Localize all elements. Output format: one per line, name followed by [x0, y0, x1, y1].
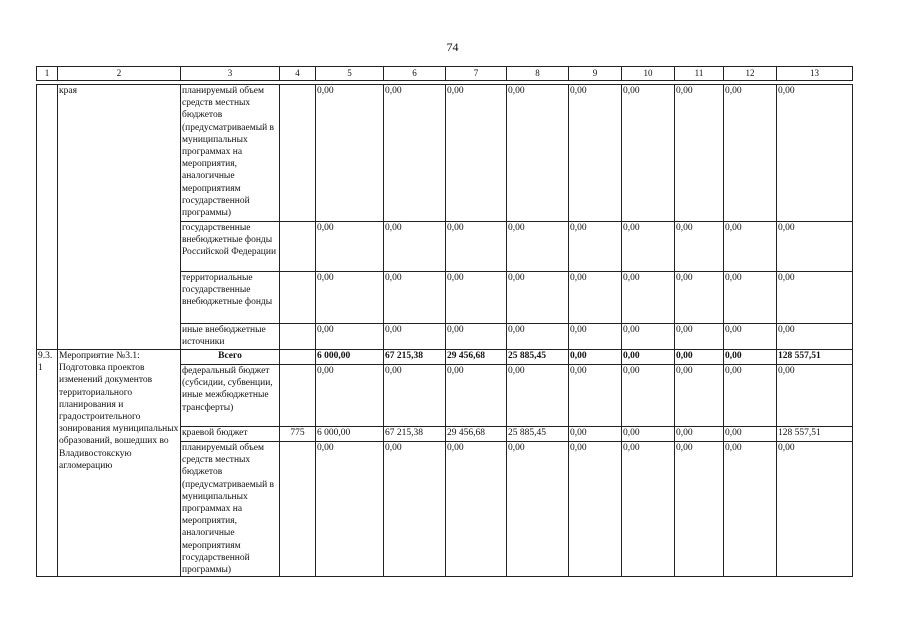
value-cell: 0,00	[316, 222, 384, 272]
value-cell: 0,00	[622, 427, 675, 442]
code-cell	[280, 350, 316, 365]
value-cell: 0,00	[384, 85, 446, 222]
value-cell: 0,00	[777, 222, 853, 272]
col-header: 1	[37, 67, 58, 81]
value-cell: 0,00	[724, 365, 777, 427]
value-cell: 0,00	[446, 272, 507, 324]
page-number: 74	[446, 40, 459, 54]
value-cell: 0,00	[507, 365, 569, 427]
value-cell: 0,00	[384, 222, 446, 272]
value-cell: 0,00	[622, 442, 675, 577]
value-cell: 0,00	[507, 222, 569, 272]
value-cell: 0,00	[316, 324, 384, 350]
value-cell: 0,00	[622, 324, 675, 350]
value-cell: 0,00	[507, 272, 569, 324]
value-cell: 0,00	[316, 85, 384, 222]
col-header: 4	[280, 67, 316, 81]
code-cell	[280, 324, 316, 350]
value-cell: 0,00	[507, 442, 569, 577]
funding-source-cell: Всего	[181, 350, 280, 365]
item-name-cell: Мероприятие №3.1: Подготовка проектов изменений документов территориального планирования и градостроительного зонирования муниципальных образований, вошедших во Владивостокскую агломерацию	[58, 350, 181, 577]
value-cell: 67 215,38	[384, 350, 446, 365]
value-cell: 0,00	[777, 272, 853, 324]
value-cell: 0,00	[622, 222, 675, 272]
value-cell: 0,00	[569, 442, 622, 577]
value-cell: 25 885,45	[507, 350, 569, 365]
value-cell: 0,00	[384, 272, 446, 324]
funding-source-cell: государственные внебюджетные фонды Российской Федерации	[181, 222, 280, 272]
value-cell: 0,00	[724, 427, 777, 442]
value-cell: 0,00	[507, 324, 569, 350]
funding-source-cell: иные внебюджетные источники	[181, 324, 280, 350]
col-header: 5	[316, 67, 384, 81]
table-row	[37, 85, 853, 222]
value-cell: 0,00	[675, 427, 724, 442]
value-cell: 0,00	[507, 85, 569, 222]
code-cell	[280, 272, 316, 324]
value-cell: 0,00	[384, 442, 446, 577]
col-header: 6	[384, 67, 446, 81]
value-cell: 0,00	[724, 324, 777, 350]
value-cell: 0,00	[384, 324, 446, 350]
value-cell: 0,00	[446, 85, 507, 222]
value-cell: 0,00	[622, 85, 675, 222]
value-cell: 0,00	[446, 222, 507, 272]
value-cell: 0,00	[675, 365, 724, 427]
col-header: 12	[724, 67, 777, 81]
row-number-cell	[37, 85, 58, 350]
value-cell: 29 456,68	[446, 427, 507, 442]
value-cell: 67 215,38	[384, 427, 446, 442]
value-cell: 0,00	[777, 85, 853, 222]
item-name-cell: края	[58, 85, 181, 350]
budget-table	[36, 66, 853, 577]
value-cell: 0,00	[675, 442, 724, 577]
value-cell: 0,00	[675, 350, 724, 365]
value-cell: 0,00	[316, 365, 384, 427]
value-cell: 0,00	[446, 324, 507, 350]
col-header: 2	[58, 67, 181, 81]
funding-source-cell: планируемый объем средств местных бюджетов (предусматриваемый в муниципальных программах на мероприятия, аналогичные мероприятиям государственной программы)	[181, 85, 280, 222]
value-cell: 0,00	[724, 350, 777, 365]
col-header: 10	[622, 67, 675, 81]
column-number-row	[37, 67, 853, 81]
value-cell: 0,00	[622, 350, 675, 365]
value-cell: 0,00	[569, 85, 622, 222]
value-cell: 0,00	[622, 365, 675, 427]
value-cell: 0,00	[724, 272, 777, 324]
value-cell: 0,00	[316, 442, 384, 577]
value-cell: 0,00	[569, 324, 622, 350]
value-cell: 0,00	[777, 365, 853, 427]
value-cell: 0,00	[675, 85, 724, 222]
value-cell: 0,00	[675, 222, 724, 272]
col-header: 8	[507, 67, 569, 81]
value-cell: 0,00	[569, 272, 622, 324]
value-cell: 0,00	[316, 272, 384, 324]
code-cell	[280, 365, 316, 427]
col-header: 11	[675, 67, 724, 81]
funding-source-cell: федеральный бюджет (субсидии, субвенции, иные межбюджетные трансферты)	[181, 365, 280, 427]
value-cell: 0,00	[622, 272, 675, 324]
value-cell: 0,00	[569, 427, 622, 442]
value-cell: 6 000,00	[316, 350, 384, 365]
value-cell: 25 885,45	[507, 427, 569, 442]
value-cell: 6 000,00	[316, 427, 384, 442]
col-header: 7	[446, 67, 507, 81]
code-cell: 775	[280, 427, 316, 442]
value-cell: 0,00	[446, 365, 507, 427]
code-cell	[280, 442, 316, 577]
value-cell: 128 557,51	[777, 427, 853, 442]
value-cell: 0,00	[569, 222, 622, 272]
value-cell: 0,00	[777, 442, 853, 577]
table-row	[37, 350, 853, 365]
value-cell: 128 557,51	[777, 350, 853, 365]
value-cell: 0,00	[675, 324, 724, 350]
code-cell	[280, 222, 316, 272]
value-cell: 0,00	[569, 350, 622, 365]
col-header: 13	[777, 67, 853, 81]
value-cell: 0,00	[724, 222, 777, 272]
value-cell: 0,00	[724, 442, 777, 577]
value-cell: 29 456,68	[446, 350, 507, 365]
funding-source-cell: планируемый объем средств местных бюджетов (предусматриваемый в муниципальных программах на мероприятия, аналогичные мероприятиям государственной программы)	[181, 442, 280, 577]
row-number-cell: 9.3.1	[37, 350, 58, 577]
value-cell: 0,00	[777, 324, 853, 350]
code-cell	[280, 85, 316, 222]
value-cell: 0,00	[446, 442, 507, 577]
funding-source-cell: краевой бюджет	[181, 427, 280, 442]
value-cell: 0,00	[724, 85, 777, 222]
value-cell: 0,00	[384, 365, 446, 427]
value-cell: 0,00	[569, 365, 622, 427]
funding-source-cell: территориальные государственные внебюджетные фонды	[181, 272, 280, 324]
value-cell: 0,00	[675, 272, 724, 324]
col-header: 3	[181, 67, 280, 81]
col-header: 9	[569, 67, 622, 81]
